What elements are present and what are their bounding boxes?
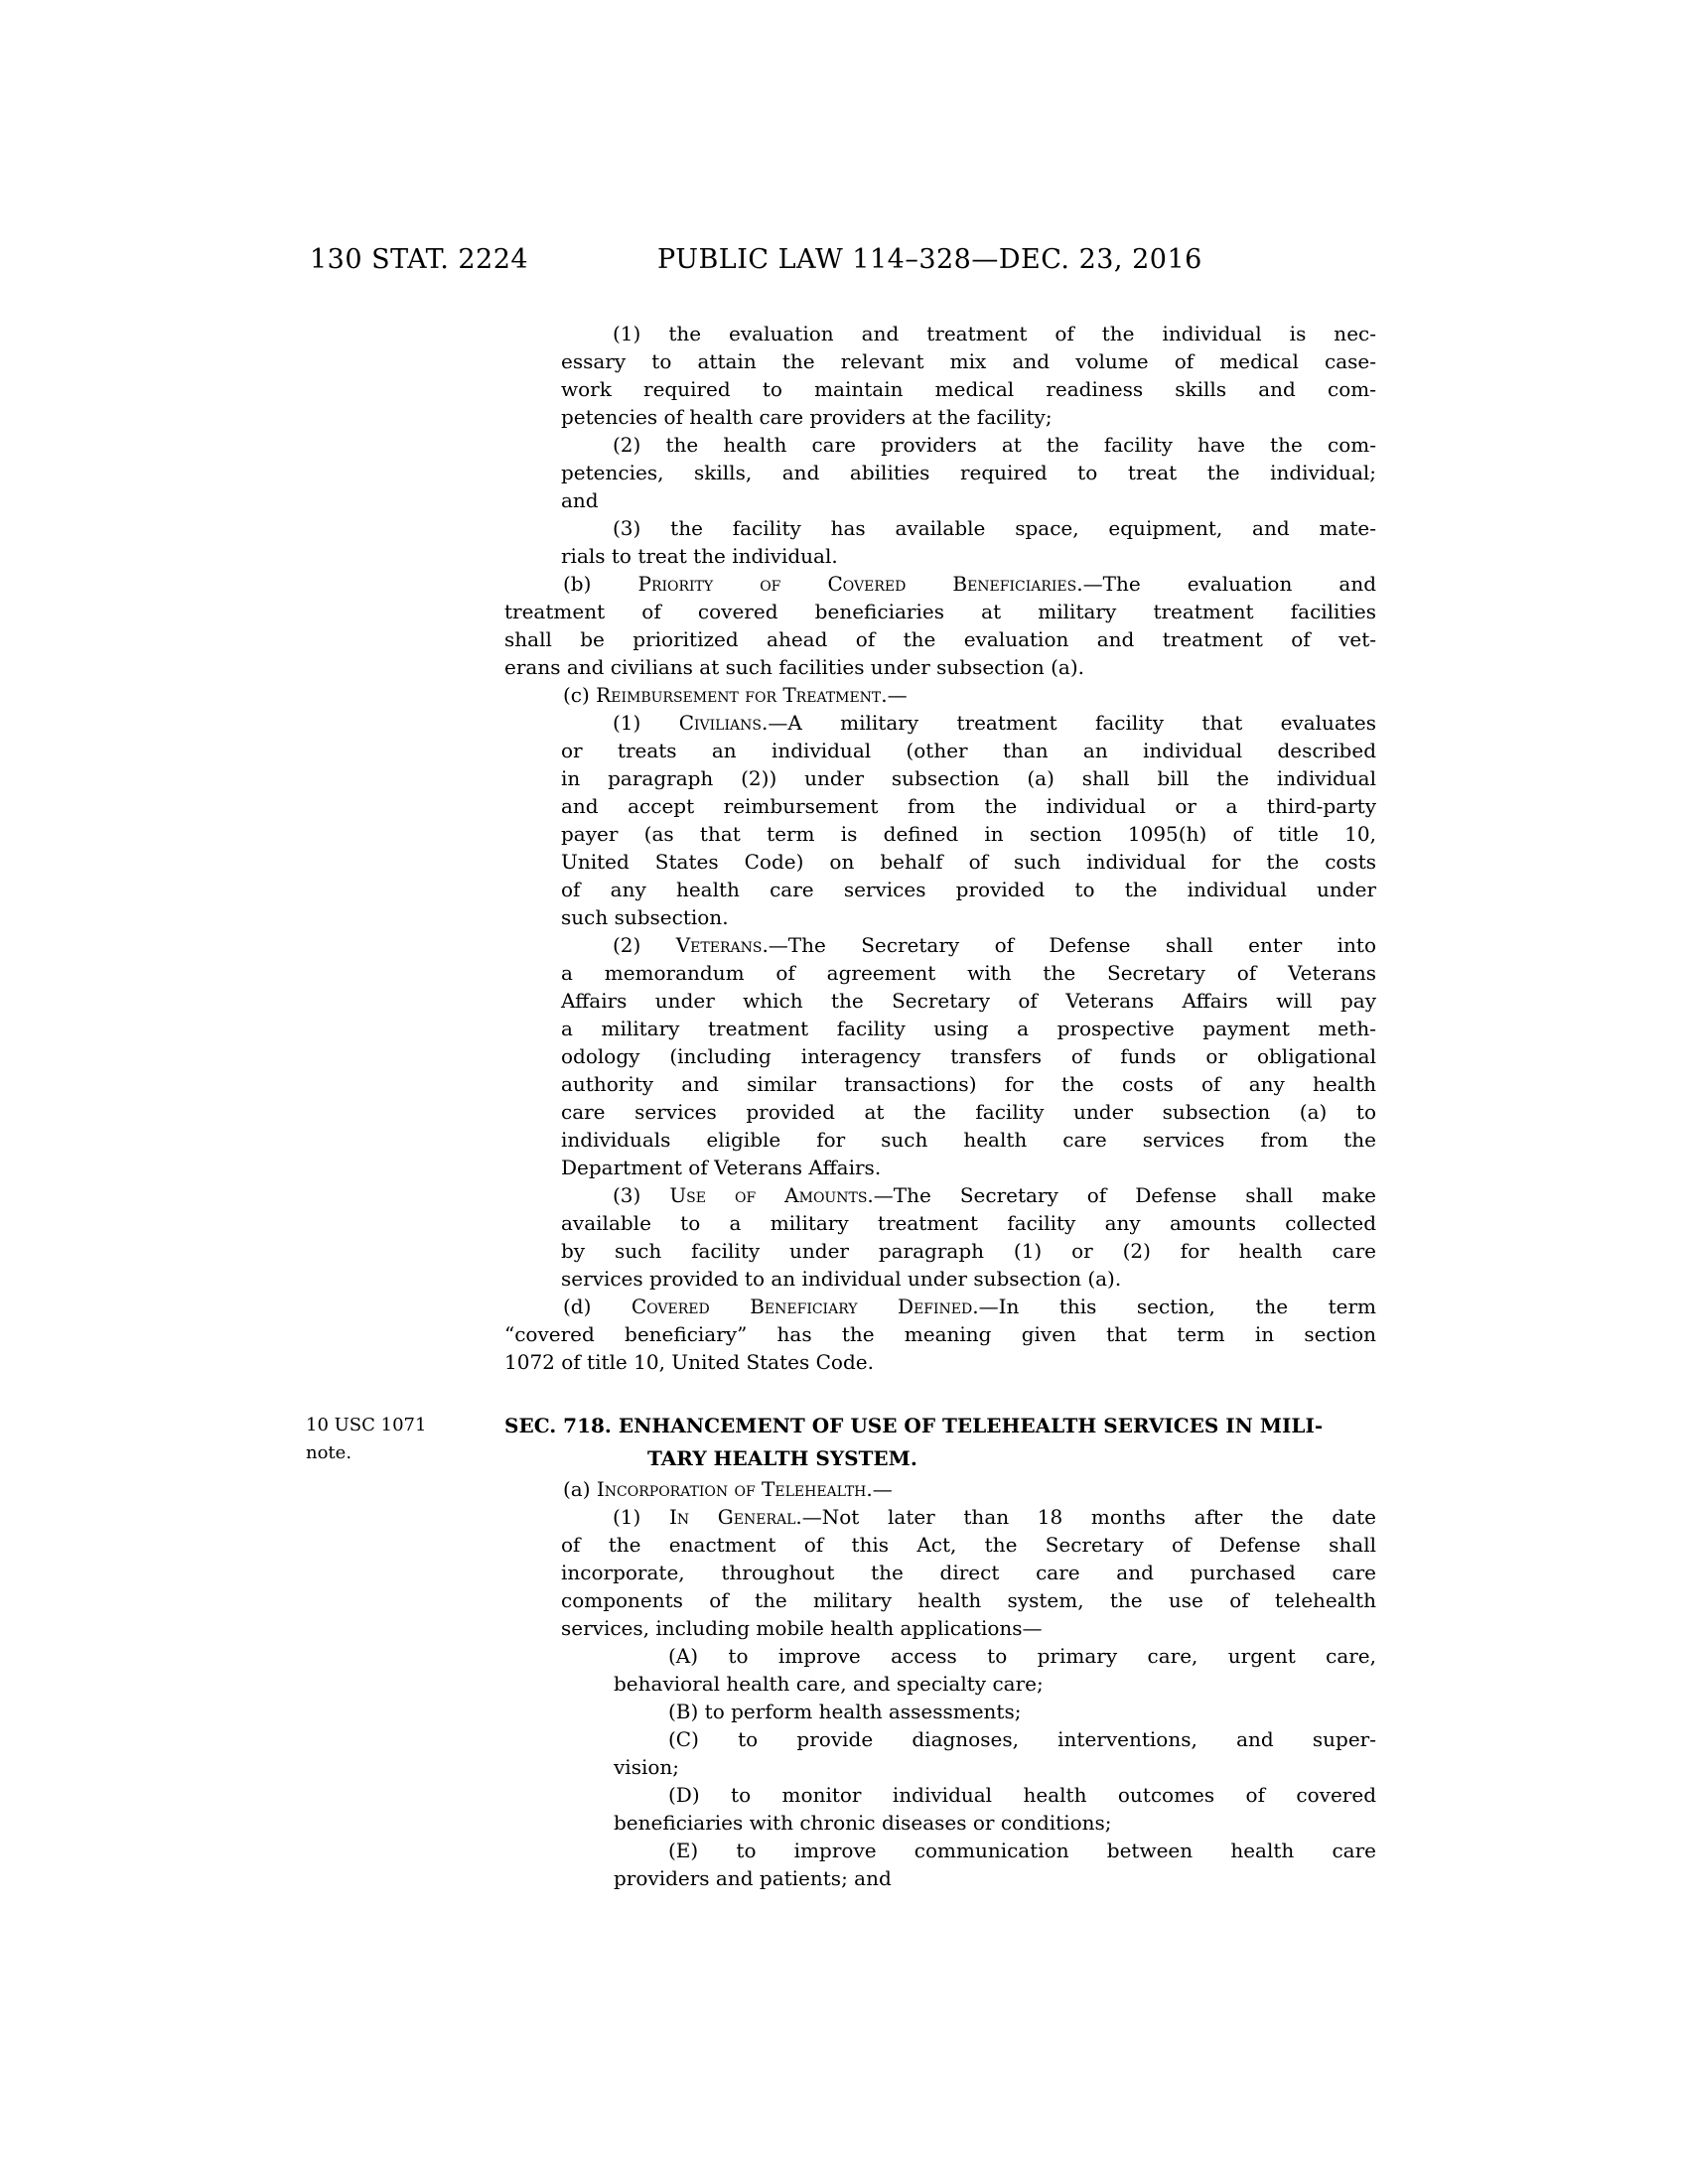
text-line: (D) to monitor individual health outcomes of covered — [668, 1783, 1376, 1807]
text-line: shall be prioritized ahead of the evaluation and treatment of vet- — [504, 627, 1376, 651]
small-caps-term: Use of Amounts — [669, 1183, 868, 1207]
text-line — [504, 570, 1376, 598]
text-line: (2) the health care providers at the facility have the com- — [613, 433, 1376, 457]
text-line — [504, 681, 1376, 709]
text-line: 1072 of title 10, United States Code. — [504, 1350, 874, 1374]
text-line — [561, 931, 1376, 959]
text-line: United States Code) on behalf of such individual for the costs — [561, 850, 1376, 874]
small-caps-term: In General — [668, 1505, 796, 1529]
text-line: erans and civilians at such facilities under subsection (a). — [504, 655, 1084, 679]
text-line: petencies, skills, and abilities required to treat the individual; — [561, 461, 1376, 484]
small-caps-term: Priority of Covered Beneficiaries — [637, 572, 1077, 596]
text-line — [561, 1503, 1376, 1531]
text-line: components of the military health system, the use of telehealth — [561, 1588, 1376, 1612]
text-line: of the enactment of this Act, the Secretary of Defense shall — [561, 1533, 1376, 1557]
margin-note-line: 10 USC 1071 — [306, 1415, 427, 1435]
text-line: Affairs under which the Secretary of Veterans Affairs will pay — [561, 989, 1376, 1013]
text-line: individuals eligible for such health care services from the — [561, 1128, 1376, 1152]
text-line: vision; — [614, 1755, 680, 1779]
margin-note-line: note. — [306, 1442, 352, 1463]
text-line: rials to treat the individual. — [561, 544, 838, 568]
text-line: or treats an individual (other than an individual described — [561, 739, 1376, 762]
text-run: .—A military treatment facility that evaluates — [761, 711, 1376, 735]
text-line: odology (including interagency transfers of funds or obligational — [561, 1044, 1376, 1068]
text-line: essary to attain the relevant mix and volume of medical case- — [561, 349, 1376, 373]
small-caps-term: Veterans — [675, 933, 763, 957]
text-line: (3) the facility has available space, equipment, and mate- — [613, 516, 1376, 540]
text-line: of any health care services provided to the individual under — [561, 878, 1376, 901]
text-line: “covered beneficiary” has the meaning given that term in section — [504, 1322, 1376, 1346]
statute-text-block-2 — [504, 1475, 1376, 1892]
text-run: .—Not later than 18 months after the date — [795, 1505, 1377, 1529]
text-line: in paragraph (2)) under subsection (a) shall bill the individual — [561, 766, 1376, 790]
section-heading — [504, 1410, 1519, 1475]
text-line: a military treatment facility using a prospective payment meth- — [561, 1017, 1376, 1040]
text-line — [561, 709, 1376, 737]
text-line — [504, 1475, 1376, 1503]
statute-text-block-1 — [504, 320, 1376, 1376]
text-line: Department of Veterans Affairs. — [561, 1156, 882, 1179]
text-line: (C) to provide diagnoses, interventions, and super- — [668, 1727, 1376, 1751]
text-line: incorporate, throughout the direct care and purchased care — [561, 1561, 1376, 1584]
text-run: (3) — [613, 1183, 670, 1207]
text-line: work required to maintain medical readiness skills and com- — [561, 377, 1376, 401]
text-line: authority and similar transactions) for the costs of any health — [561, 1072, 1376, 1096]
text-line: services, including mobile health applications— — [561, 1616, 1043, 1640]
text-run: (1) — [613, 711, 679, 735]
page-number: 130 STAT. 2224 — [310, 244, 529, 275]
text-run: .—The Secretary of Defense shall enter into — [762, 933, 1376, 957]
text-run: .— — [866, 1477, 893, 1501]
text-run: (2) — [613, 933, 676, 957]
text-line: payer (as that term is defined in section 1095(h) of title 10, — [561, 822, 1376, 846]
text-run: .—The Secretary of Defense shall make — [867, 1183, 1376, 1207]
text-line: care services provided at the facility under subsection (a) to — [561, 1100, 1376, 1124]
text-line: (A) to improve access to primary care, urgent care, — [668, 1644, 1376, 1668]
law-title-header: PUBLIC LAW 114–328—DEC. 23, 2016 — [657, 244, 1202, 275]
text-line: and accept reimbursement from the individual or a third-party — [561, 794, 1376, 818]
text-line: by such facility under paragraph (1) or (2) for health care — [561, 1239, 1376, 1263]
text-line: treatment of covered beneficiaries at military treatment facilities — [504, 600, 1376, 623]
text-line — [561, 1181, 1376, 1209]
small-caps-term: Covered Beneficiary Defined — [631, 1295, 973, 1318]
text-line: services provided to an individual under subsection (a). — [561, 1267, 1122, 1291]
text-run: .— — [881, 683, 908, 707]
text-run: .—In this section, the term — [972, 1295, 1377, 1318]
small-caps-term: Incorporation of Telehealth — [596, 1477, 867, 1501]
text-line: (1) the evaluation and treatment of the individual is nec- — [613, 322, 1376, 345]
text-line: (E) to improve communication between health care — [668, 1839, 1376, 1862]
small-caps-term: Civilians — [678, 711, 762, 735]
section-heading-line1: SEC. 718. ENHANCEMENT OF USE OF TELEHEALTH SERVICES IN MILI- — [504, 1414, 1324, 1437]
text-run: (a) — [563, 1477, 597, 1501]
text-line: available to a military treatment facility any amounts collected — [561, 1211, 1376, 1235]
text-line: behavioral health care, and specialty care; — [614, 1672, 1044, 1696]
text-run: (c) — [563, 683, 597, 707]
text-run: (1) — [613, 1505, 669, 1529]
text-run: .—The evaluation and — [1076, 572, 1377, 596]
small-caps-term: Reimbursement for Treatment — [596, 683, 882, 707]
text-line: beneficiaries with chronic diseases or conditions; — [614, 1811, 1112, 1835]
text-line: providers and patients; and — [614, 1866, 892, 1890]
text-line: such subsection. — [561, 905, 729, 929]
text-line: and — [561, 488, 599, 512]
text-line: petencies of health care providers at the facility; — [561, 405, 1053, 429]
text-line — [504, 1293, 1376, 1320]
text-run: (b) — [563, 572, 638, 596]
margin-note — [306, 1412, 494, 1467]
text-line: a memorandum of agreement with the Secretary of Veterans — [561, 961, 1376, 985]
text-run: (d) — [563, 1295, 632, 1318]
text-line: (B) to perform health assessments; — [668, 1700, 1022, 1723]
section-heading-line2: TARY HEALTH SYSTEM. — [647, 1446, 917, 1470]
